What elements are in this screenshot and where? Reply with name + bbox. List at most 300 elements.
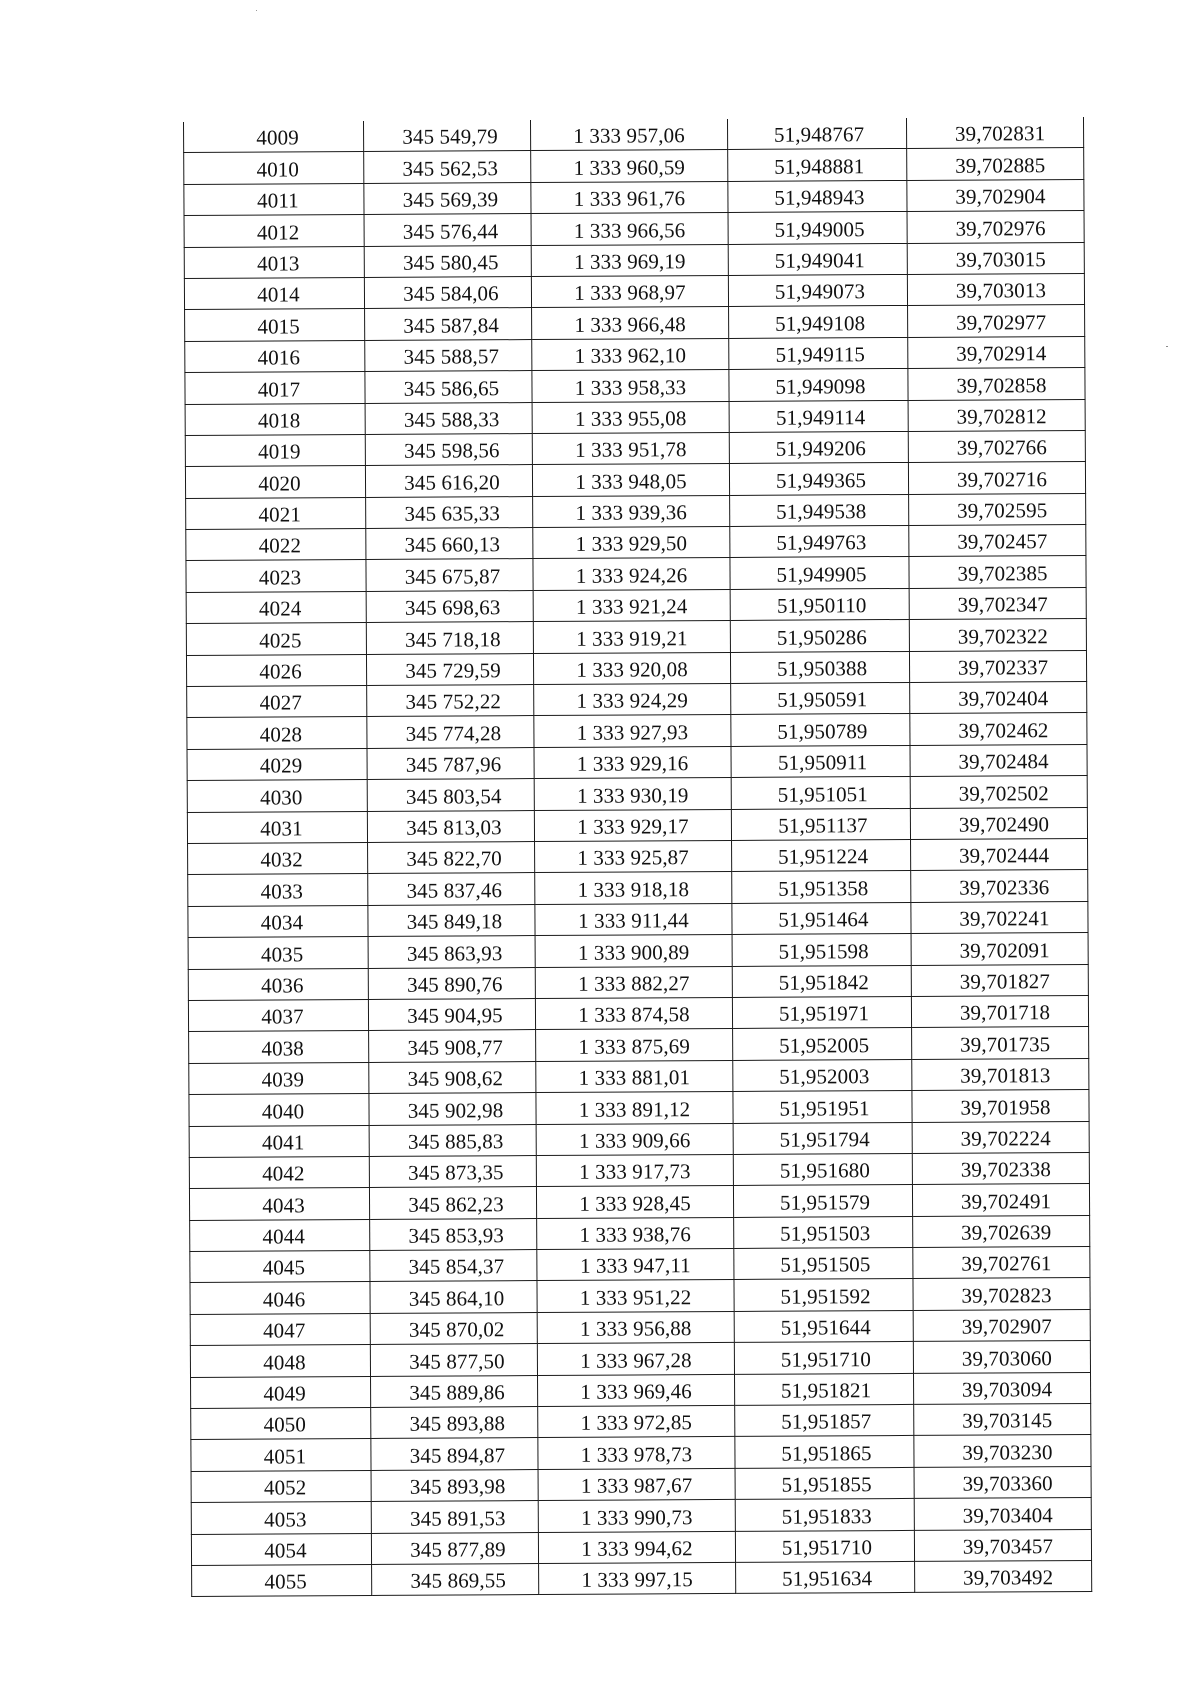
point-number-cell (191, 1470, 371, 1502)
point-number-value: 4046 (262, 1287, 306, 1312)
point-number-cell (189, 1156, 369, 1188)
point-number-value: 4018 (257, 408, 301, 433)
point-number-cell (189, 1062, 369, 1094)
x-coordinate-value: 345 853,93 (408, 1223, 505, 1248)
y-coordinate-value: 1 333 939,36 (575, 500, 687, 525)
point-number-value: 4025 (259, 627, 302, 653)
latitude-value: 51,951710 (780, 1346, 872, 1372)
point-number-value: 4023 (258, 565, 302, 590)
longitude-value: 39,701827 (959, 969, 1050, 994)
longitude-value: 39,702885 (955, 152, 1046, 178)
y-coordinate-value: 1 333 967,28 (580, 1347, 692, 1373)
point-number-value: 4011 (257, 188, 299, 213)
y-coordinate-cell (533, 527, 730, 559)
y-coordinate-cell (535, 997, 732, 1029)
table-row (190, 1247, 1090, 1283)
longitude-cell (912, 1090, 1089, 1122)
x-coordinate-cell (371, 1501, 538, 1533)
longitude-cell (913, 1372, 1090, 1404)
x-coordinate-value: 345 849,18 (406, 909, 503, 934)
x-coordinate-value: 345 908,62 (407, 1066, 504, 1091)
latitude-value: 51,950286 (776, 624, 868, 650)
point-number-cell (185, 466, 365, 498)
latitude-value: 51,952005 (779, 1032, 870, 1058)
longitude-value: 39,701718 (959, 1000, 1051, 1026)
latitude-value: 51,949905 (776, 562, 867, 587)
x-coordinate-value: 345 813,03 (406, 815, 502, 840)
table-row (184, 211, 1084, 247)
y-coordinate-cell (536, 1029, 733, 1061)
longitude-cell (912, 1184, 1089, 1216)
x-coordinate-cell (366, 590, 533, 622)
x-coordinate-cell (371, 1438, 538, 1470)
point-number-cell (185, 309, 365, 341)
latitude-value: 51,949538 (776, 499, 867, 524)
x-coordinate-value: 345 562,53 (402, 156, 499, 181)
latitude-value: 51,951598 (778, 938, 869, 964)
y-coordinate-value: 1 333 927,93 (576, 720, 689, 745)
table-row (190, 1341, 1090, 1377)
longitude-value: 39,703492 (962, 1565, 1054, 1591)
latitude-cell (728, 180, 907, 212)
x-coordinate-cell (371, 1469, 538, 1501)
y-coordinate-cell (534, 746, 731, 778)
latitude-cell (735, 1467, 914, 1499)
point-number-value: 4055 (264, 1569, 307, 1594)
x-coordinate-cell (363, 120, 530, 152)
y-coordinate-value: 1 333 925,87 (577, 845, 689, 871)
y-coordinate-value: 1 333 948,05 (575, 468, 687, 494)
longitude-value: 39,702812 (956, 404, 1047, 429)
point-number-cell (186, 497, 366, 529)
point-number-cell (188, 968, 368, 1000)
latitude-value: 51,948767 (773, 122, 865, 148)
longitude-value: 39,702904 (955, 184, 1046, 209)
y-coordinate-value: 1 333 917,73 (579, 1159, 691, 1185)
latitude-cell (733, 1028, 912, 1060)
x-coordinate-value: 345 584,06 (403, 281, 499, 307)
y-coordinate-cell (537, 1280, 734, 1312)
latitude-value: 51,951857 (781, 1409, 872, 1435)
table-row (188, 838, 1088, 874)
y-coordinate-cell (535, 966, 732, 998)
point-number-cell (184, 152, 364, 184)
latitude-cell (733, 1122, 912, 1154)
x-coordinate-cell (366, 622, 533, 654)
point-number-value: 4051 (263, 1444, 307, 1469)
latitude-cell (730, 651, 909, 683)
y-coordinate-value: 1 333 920,08 (576, 657, 688, 682)
y-coordinate-cell (538, 1405, 735, 1437)
point-number-value: 4031 (260, 816, 303, 841)
y-coordinate-cell (534, 809, 731, 841)
x-coordinate-cell (366, 653, 533, 685)
x-coordinate-cell (368, 904, 535, 936)
longitude-value: 39,702823 (961, 1283, 1052, 1308)
longitude-value: 39,702976 (955, 215, 1046, 241)
longitude-cell (910, 807, 1087, 839)
y-coordinate-cell (536, 1092, 733, 1124)
latitude-value: 51,951224 (777, 844, 869, 870)
point-number-value: 4017 (257, 376, 301, 402)
latitude-value: 51,948943 (774, 185, 865, 210)
y-coordinate-value: 1 333 969,19 (573, 249, 686, 274)
table-row (189, 1184, 1089, 1220)
point-number-cell (192, 1564, 372, 1596)
longitude-value: 39,703457 (962, 1534, 1054, 1559)
longitude-value: 39,701813 (960, 1063, 1051, 1088)
latitude-cell (732, 934, 911, 966)
latitude-cell (730, 620, 909, 652)
point-number-value: 4015 (257, 314, 300, 339)
longitude-value: 39,701735 (960, 1031, 1051, 1057)
table-row (186, 493, 1086, 529)
latitude-value: 51,950388 (776, 656, 868, 681)
x-coordinate-value: 345 890,76 (407, 972, 503, 997)
x-coordinate-cell (370, 1250, 537, 1282)
longitude-value: 39,702091 (959, 937, 1050, 963)
longitude-cell (915, 1560, 1092, 1592)
x-coordinate-cell (370, 1281, 537, 1313)
point-number-cell (188, 842, 368, 874)
y-coordinate-cell (532, 338, 729, 370)
latitude-value: 51,951644 (780, 1315, 871, 1340)
longitude-cell (909, 587, 1086, 619)
y-coordinate-cell (533, 652, 730, 684)
latitude-value: 51,951680 (779, 1158, 871, 1183)
latitude-cell (732, 839, 911, 871)
coordinates-table (183, 117, 1092, 1597)
point-number-cell (187, 686, 367, 718)
x-coordinate-value: 345 893,88 (409, 1411, 506, 1437)
longitude-cell (912, 1152, 1089, 1184)
point-number-value: 4035 (260, 941, 304, 967)
latitude-cell (728, 243, 907, 275)
latitude-value: 51,949005 (774, 216, 865, 242)
y-coordinate-cell (536, 1123, 733, 1155)
y-coordinate-value: 1 333 956,88 (579, 1316, 692, 1342)
x-coordinate-cell (369, 1124, 536, 1156)
point-number-value: 4029 (259, 753, 303, 778)
x-coordinate-cell (368, 998, 535, 1030)
longitude-value: 39,702907 (961, 1314, 1052, 1339)
point-number-cell (187, 717, 367, 749)
latitude-value: 51,951505 (780, 1252, 871, 1278)
x-coordinate-cell (366, 559, 533, 591)
x-coordinate-cell (372, 1564, 539, 1596)
point-number-cell (187, 780, 367, 812)
y-coordinate-value: 1 333 918,18 (577, 876, 690, 902)
table-row (187, 713, 1087, 749)
longitude-cell (913, 1278, 1090, 1310)
point-number-cell (191, 1439, 371, 1471)
longitude-value: 39,702490 (958, 812, 1050, 837)
point-number-value: 4047 (262, 1318, 306, 1343)
longitude-cell (908, 368, 1085, 400)
latitude-cell (728, 149, 907, 181)
latitude-cell (728, 274, 907, 306)
y-coordinate-value: 1 333 968,97 (574, 280, 686, 306)
x-coordinate-cell (366, 528, 533, 560)
x-coordinate-cell (367, 779, 534, 811)
longitude-value: 39,702716 (956, 466, 1048, 492)
latitude-cell (733, 1059, 912, 1091)
y-coordinate-value: 1 333 951,78 (575, 437, 687, 463)
latitude-value: 51,951794 (779, 1127, 870, 1152)
latitude-cell (732, 996, 911, 1028)
table-row (189, 1152, 1089, 1188)
x-coordinate-cell (367, 747, 534, 779)
longitude-value: 39,702761 (961, 1251, 1052, 1277)
point-number-cell (189, 1188, 369, 1220)
x-coordinate-cell (369, 1093, 536, 1125)
point-number-value: 4042 (262, 1161, 305, 1186)
x-coordinate-cell (364, 151, 531, 183)
point-number-value: 4038 (261, 1036, 304, 1061)
latitude-value: 51,949115 (775, 342, 866, 367)
latitude-cell (734, 1310, 913, 1342)
x-coordinate-value: 345 576,44 (402, 218, 499, 244)
point-number-value: 4028 (259, 722, 303, 747)
table-row (185, 336, 1085, 372)
point-number-cell (189, 1125, 369, 1157)
longitude-cell (907, 148, 1084, 180)
latitude-value: 51,951634 (782, 1566, 873, 1592)
y-coordinate-cell (533, 495, 730, 527)
y-coordinate-cell (530, 119, 727, 151)
x-coordinate-cell (369, 1061, 536, 1093)
y-coordinate-cell (532, 307, 729, 339)
longitude-cell (911, 995, 1088, 1027)
table-row (184, 179, 1084, 215)
longitude-cell (908, 305, 1085, 337)
table-row (183, 117, 1083, 153)
y-coordinate-cell (531, 150, 728, 182)
longitude-cell (914, 1498, 1091, 1530)
y-coordinate-value: 1 333 919,21 (576, 625, 688, 651)
x-coordinate-value: 345 803,54 (405, 783, 502, 809)
y-coordinate-cell (538, 1374, 735, 1406)
y-coordinate-value: 1 333 929,17 (577, 814, 689, 839)
coordinates-table-body (183, 117, 1091, 1597)
x-coordinate-value: 345 869,55 (410, 1568, 506, 1594)
longitude-value: 39,703013 (955, 278, 1047, 304)
point-number-cell (188, 999, 368, 1031)
x-coordinate-cell (365, 402, 532, 434)
longitude-cell (909, 650, 1086, 682)
table-row (189, 1027, 1089, 1063)
table-row (191, 1435, 1091, 1471)
x-coordinate-value: 345 873,35 (408, 1160, 504, 1186)
x-coordinate-value: 345 908,77 (407, 1034, 503, 1060)
longitude-value: 39,702462 (958, 717, 1049, 743)
longitude-value: 39,701958 (960, 1094, 1051, 1120)
y-coordinate-cell (537, 1311, 734, 1343)
y-coordinate-value: 1 333 911,44 (578, 908, 689, 933)
point-number-value: 4034 (260, 910, 304, 935)
point-number-value: 4053 (264, 1506, 307, 1532)
x-coordinate-value: 345 587,84 (403, 312, 499, 338)
longitude-cell (909, 493, 1086, 525)
point-number-cell (184, 277, 364, 309)
longitude-value: 39,702491 (960, 1188, 1052, 1214)
x-coordinate-cell (366, 496, 533, 528)
point-number-cell (185, 434, 365, 466)
y-coordinate-cell (537, 1343, 734, 1375)
table-row (191, 1403, 1091, 1439)
latitude-value: 51,950789 (777, 718, 868, 744)
latitude-cell (734, 1248, 913, 1280)
latitude-value: 51,951137 (778, 813, 868, 838)
point-number-cell (183, 121, 363, 153)
latitude-cell (730, 526, 909, 558)
y-coordinate-cell (535, 903, 732, 935)
x-coordinate-value: 345 877,50 (409, 1348, 505, 1374)
latitude-value: 51,951821 (780, 1378, 872, 1403)
x-coordinate-cell (370, 1312, 537, 1344)
longitude-cell (906, 117, 1083, 149)
point-number-cell (184, 183, 364, 215)
y-coordinate-value: 1 333 930,19 (576, 782, 689, 808)
point-number-cell (186, 654, 366, 686)
latitude-cell (731, 745, 910, 777)
point-number-value: 4032 (260, 847, 303, 872)
point-number-value: 4027 (259, 690, 303, 716)
y-coordinate-value: 1 333 961,76 (573, 186, 686, 211)
y-coordinate-value: 1 333 924,26 (575, 563, 688, 588)
table-row (188, 901, 1088, 937)
point-number-value: 4013 (257, 251, 300, 276)
x-coordinate-cell (365, 465, 532, 497)
longitude-cell (909, 525, 1086, 557)
latitude-cell (736, 1561, 915, 1593)
x-coordinate-value: 345 774,28 (405, 721, 502, 746)
point-number-value: 4022 (258, 533, 302, 559)
latitude-value: 51,949098 (775, 373, 866, 399)
table-row (189, 1058, 1089, 1094)
latitude-cell (730, 494, 909, 526)
y-coordinate-value: 1 333 962,10 (574, 343, 687, 368)
y-coordinate-cell (535, 872, 732, 904)
y-coordinate-value: 1 333 874,58 (578, 1002, 690, 1028)
latitude-cell (731, 682, 910, 714)
x-coordinate-cell (368, 967, 535, 999)
latitude-value: 51,951710 (781, 1535, 873, 1560)
longitude-value: 39,702858 (956, 372, 1047, 398)
longitude-cell (911, 933, 1088, 965)
point-number-cell (186, 529, 366, 561)
point-number-value: 4014 (257, 282, 300, 307)
y-coordinate-value: 1 333 875,69 (578, 1033, 690, 1059)
latitude-cell (735, 1373, 914, 1405)
x-coordinate-value: 345 894,87 (409, 1443, 506, 1468)
longitude-cell (913, 1215, 1090, 1247)
point-number-value: 4043 (262, 1193, 305, 1218)
x-coordinate-cell (369, 1030, 536, 1062)
point-number-value: 4040 (261, 1098, 305, 1124)
y-coordinate-value: 1 333 972,85 (580, 1410, 693, 1436)
latitude-value: 51,949073 (774, 279, 866, 305)
y-coordinate-value: 1 333 958,33 (574, 374, 687, 400)
table-row (184, 242, 1084, 278)
x-coordinate-value: 345 877,89 (410, 1537, 506, 1562)
longitude-value: 39,703230 (962, 1439, 1053, 1465)
y-coordinate-value: 1 333 997,15 (581, 1567, 693, 1593)
point-number-cell (189, 1031, 369, 1063)
table-row (188, 870, 1088, 906)
x-coordinate-value: 345 893,98 (409, 1474, 506, 1499)
y-coordinate-cell (533, 621, 730, 653)
latitude-cell (729, 431, 908, 463)
x-coordinate-cell (365, 339, 532, 371)
table-row (184, 273, 1084, 309)
longitude-cell (913, 1309, 1090, 1341)
y-coordinate-value: 1 333 881,01 (578, 1065, 691, 1090)
latitude-value: 51,951865 (781, 1440, 872, 1466)
point-number-value: 4020 (258, 471, 301, 496)
point-number-cell (189, 1094, 369, 1126)
table-row (191, 1529, 1091, 1565)
longitude-value: 39,702831 (954, 121, 1046, 147)
x-coordinate-value: 345 870,02 (408, 1317, 505, 1342)
y-coordinate-cell (532, 432, 729, 464)
table-row (185, 399, 1085, 435)
longitude-cell (908, 430, 1085, 462)
y-coordinate-cell (531, 244, 728, 276)
y-coordinate-cell (537, 1217, 734, 1249)
y-coordinate-cell (537, 1249, 734, 1281)
y-coordinate-value: 1 333 960,59 (573, 154, 686, 180)
latitude-cell (731, 808, 910, 840)
x-coordinate-cell (369, 1187, 536, 1219)
table-row (190, 1309, 1090, 1345)
x-coordinate-value: 345 904,95 (407, 1003, 503, 1029)
point-number-value: 4030 (260, 784, 303, 810)
x-coordinate-value: 345 660,13 (404, 532, 501, 558)
point-number-cell (186, 591, 366, 623)
longitude-cell (911, 870, 1088, 902)
longitude-cell (914, 1435, 1091, 1467)
x-coordinate-value: 345 891,53 (409, 1505, 506, 1531)
x-coordinate-cell (367, 810, 534, 842)
latitude-cell (735, 1436, 914, 1468)
y-coordinate-value: 1 333 929,50 (575, 531, 688, 557)
y-coordinate-value: 1 333 909,66 (578, 1128, 691, 1153)
x-coordinate-cell (368, 936, 535, 968)
x-coordinate-cell (364, 277, 531, 309)
y-coordinate-cell (535, 840, 732, 872)
table-row (187, 776, 1087, 812)
longitude-value: 39,702404 (958, 686, 1049, 712)
point-number-value: 4009 (256, 125, 299, 150)
latitude-value: 51,951503 (780, 1221, 871, 1246)
longitude-value: 39,702595 (957, 498, 1048, 523)
latitude-value: 51,948881 (774, 153, 865, 179)
x-coordinate-value: 345 864,10 (408, 1286, 505, 1311)
x-coordinate-cell (365, 308, 532, 340)
table-row (190, 1215, 1090, 1251)
longitude-value: 39,703015 (955, 247, 1046, 272)
latitude-value: 51,949206 (775, 436, 866, 461)
longitude-cell (910, 681, 1087, 713)
longitude-cell (910, 744, 1087, 776)
point-number-cell (188, 937, 368, 969)
x-coordinate-cell (364, 245, 531, 277)
longitude-value: 39,702444 (958, 843, 1050, 869)
table-row (188, 964, 1088, 1000)
latitude-value: 51,949108 (774, 310, 866, 336)
x-coordinate-cell (369, 1155, 536, 1187)
